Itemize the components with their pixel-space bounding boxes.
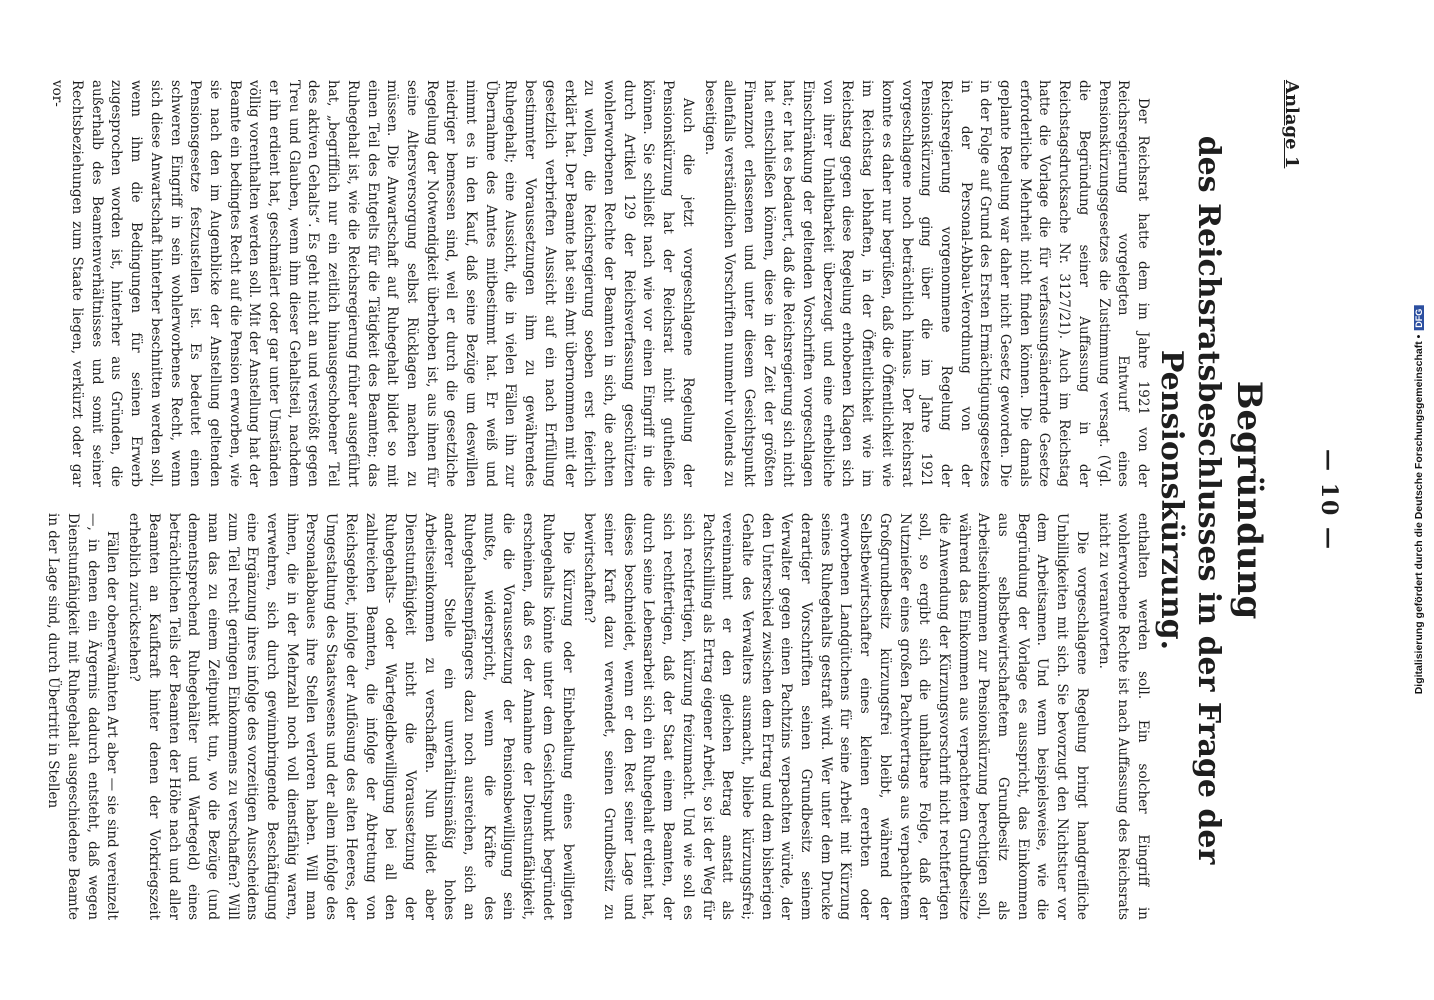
page-number: — 10 — xyxy=(1316,449,1342,551)
title-line-2: des Reichsratsbeschlusses in der Frage der Pensionskürzung. xyxy=(1154,135,1227,865)
annex-label: Anlage 1 xyxy=(1281,80,1302,169)
paragraph: Auch die jetzt vorgeschlagene Regelung der Pensionskürzung hat der Reichsrat nicht gutheißen können. Sie schließt nach wie vor einen Eingriff in die durch Artikel 129 der Reichsverfassung geschützten wohlerworbenen Rechte der Beamten in sich, die achten zu wollen, die Reichsregierung soeben erst feierlich erklärt hat. Der Beamte hat sein Amt übernommen mit der gesetzlich verbrieften Aussicht auf ein nach Erfüllung bestimmter Voraussetzungen ihm zu gewährendes Ruhegehalt; eine Aussicht, die in vielen Fällen ihn zur Übernahme des Amtes mitbestimmt hat. Er weiß und nimmt es in den Kauf, daß seine Bezüge um deswillen niedriger bemessen sind, weil er durch die gesetzliche Regelung der Notwendigkeit überhoben ist, aus ihnen für seine Altersversorgung selbst Rücklagen machen zu müssen. Die Anwartschaft auf Ruhegehalt bildet so mit einen Teil des Entgelts für die Tätigkeit des Beamten; das Ruhegehalt ist, wie die Reichsregierung früher ausgeführt hat, „begrifflich nur ein zeitlich hinausgeschobener Teil des aktiven Gehalts“. Es geht nicht an und verstößt gegen Treu und Glauben, wenn ihm dieser Gehaltsteil, nachdem er ihn erdient hat, geschmälert oder gar unter Umständen völlig vorenthalten werden soll. Mit der Anstellung hat der Beamte ein bedingtes Recht auf die Pension erworben, wie sie nach den im Augenblicke der Anstellung geltenden Pensionsgesetze festzustellen ist. Es bedeutet einen schweren Eingriff in sein wohlerworbenes Recht, wenn sich diese Anwartschaft hinterher beschnitten werden soll, wenn ihm die Bedingungen für seinen Erwerb zugesprochen worden ist, hinterher aus Gründen, die außerhalb des Beamtenverhältnisses und somit seiner Rechtsbeziehungen zum Staate liegen, verkürzt oder gar vor- xyxy=(49,80,696,487)
right-column xyxy=(45,513,1152,920)
paragraph: Der Reichsrat hatte dem im Jahre 1921 von der Reichsregierung vorgelegten Entwurf eines Pensionskürzungsgesetzes die Zustimmung versagt. (Vgl. die Begründung seiner Auffassung in der Reichstagsdrucksache Nr. 3127/21). Auch im Reichstag hatte die Vorlage die für verfassungsändernde Gesetze erforderliche Mehrheit nicht finden können. Die damals geplante Regelung war daher nicht Gesetz geworden. Die in der Folge auf Grund des Ersten Ermächtigungsgesetzes in der Personal-Abbau-Verordnung von der Reichsregierung vorgenommene Regelung der Pensionskürzung ging über die im Jahre 1921 vorgeschlagene noch beträchtlich hinaus. Der Reichsrat konnte es daher nur begrüßen, daß die Öffentlichkeit wie im Reichstag lebhaften, in der Öffentlichkeit wie im Reichstag gegen diese Regelung erhobenen Klagen sich von ihrer Unhaltbarkeit überzeugt und eine erhebliche Einschränkung der geltenden Vorschriften vorgeschlagen hat; er hat es bedauert, daß die Reichsregierung sich nicht hat entschließen können, diese in der Zeit der größten Finanznot erlassenen und unter diesem Gesichtspunkt allenfalls verständlichen Vorschriften nunmehr vollends zu beseitigen. xyxy=(701,80,1151,487)
text-columns xyxy=(45,80,1152,920)
document-title xyxy=(1153,60,1271,940)
paragraph: Die Kürzung oder Einbehaltung eines bewilligten Ruhegehalts könnte unter dem Gesichtspunkt begründet erscheinen, daß es der Annahme der Dienstunfähigkeit, die die Voraussetzung der Pensionsbewilligung sein mußte, widerspricht, wenn die Kräfte des Ruhegehaltsempfängers dazu noch ausreichen, sich an anderer Stelle ein unverhältnismäßig hohes Arbeitseinkommen zu verschaffen. Nun bildet aber Dienstunfähigkeit nicht die Voraussetzung der Ruhegehalts- oder Wartegeldbewilligung bei all den zahlreichen Beamten, die infolge der Abtretung von Reichsgebiet, infolge der Auflösung des alten Heeres, der Umgestaltung des Staatswesens und der allem infolge des Personalabbaues ihre Stellen verloren haben. Will man ihnen, die in der Mehrzahl noch voll dienstfähig waren, verwehren, sich durch gewinnbringende Beschäftigung eine Ergänzung ihres infolge des vorzeitigen Ausscheidens zum Teil recht geringen Einkommens zu verschaffen? Will man das zu einem Zeitpunkt tun, wo die Bezüge (und dementsprechend Ruhegehälter und Wartegeld) eines beträchtlichen Teils der Beamten der Höhe nach und aller Beamten an Kaufkraft hinter denen der Vorkriegszeit erheblich zurückstehen? xyxy=(126,513,576,920)
credit-text: Digitalisierung gefördert durch die Deutsche Forschungsgemeinschaft • xyxy=(1413,334,1425,695)
paragraph: Die vorgeschlagene Regelung bringt handgreifliche Unbilligkeiten mit sich. Sie bevorzugt den Nichtstuer vor dem Arbeitsamen. Und wenn beispielsweise, wie die Begründung der Vorlage es ausspricht, das Einkommen aus selbstbewirtschaftetem Grundbesitz als Arbeitseinkommen zur Pensionskürzung berechtigen soll, während das Einkommen aus verpachtetem Grundbesitze die Anwendung der Kürzungsvorschrift nicht rechtfertigen soll, so ergibt sich die unhaltbare Folge, daß der Nutznießer eines großen Pachtvertrags aus verpachtetem Großgrundbesitz kürzungsfrei bleibt, während der Selbstbewirtschafter eines kleinen ererbten oder erworbenen Landgütchens für seine Arbeit mit Kürzung seines Ruhegehalts gestraft wird. Wer unter dem Drucke derartiger Vorschriften seinen Grundbesitz seinem Verwalter gegen einen Pachtzins verpachten würde, der den Unterschied zwischen dem Ertrag und dem bisherigen Gehalte des Verwalters ausmacht, bliebe kürzungsfrei; vereinnahmt er den gleichen Betrag anstatt als Pachtschilling als Ertrag eigener Arbeit, so ist der Weg für sich rechtfertigen, kürzung freizumacht. Und wie soll es sich rechtfertigen, daß der Staat einem Beamten, der durch seine Lebensarbeit sich ein Ruhegehalt erdient hat, dieses beschneidet, wenn er den Rest seiner Lage und seiner Kraft dazu verwendet, seinen Grundbesitz zu bewirtschaften? xyxy=(581,513,1090,920)
paragraph: enthalten werden soll. Ein solcher Eingriff in wohlerworbene Rechte ist nach Auffassung des Reichsrats nicht zu verantworten. xyxy=(1095,513,1151,920)
title-line-1: Begründung xyxy=(1229,380,1269,620)
document-page xyxy=(45,60,1362,940)
dfg-logo: DFG xyxy=(1414,306,1424,331)
paragraph: Fällen der obenerwähnten Art aber — sie sind vereinzelt —, in denen ein Ärgernis dadurch entsteht, daß wegen Dienstunfähigkeit mit Ruhegehalt ausgeschiedene Beamte in der Lage sind, durch Übertritt in Stellen xyxy=(45,513,121,920)
digitization-credit xyxy=(1408,8,1430,992)
left-column xyxy=(49,80,1152,487)
